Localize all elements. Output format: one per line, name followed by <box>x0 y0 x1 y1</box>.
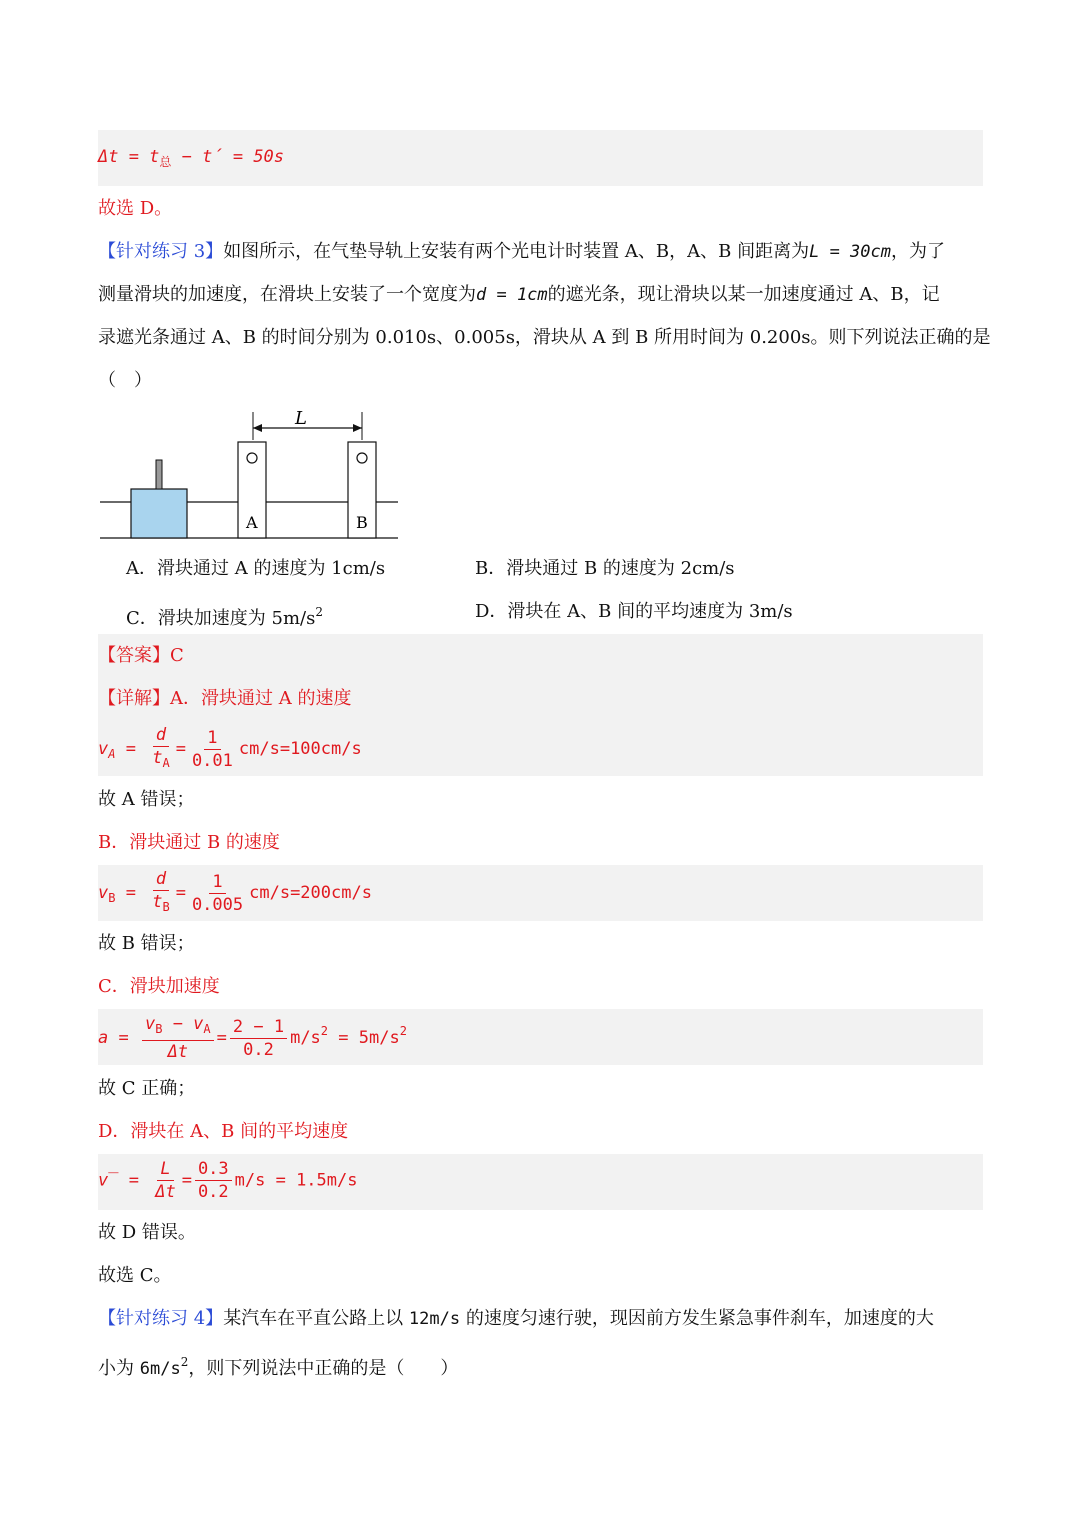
fA-frac1 <box>149 724 172 774</box>
fA-lhs: v <box>98 739 109 759</box>
fA-rest: cm/s=100cm/s <box>238 739 362 759</box>
formula-dt-sub: 总 <box>159 155 172 169</box>
fD-den1: Δt <box>155 1182 176 1202</box>
fB-den1: t <box>152 892 163 912</box>
problem3-tag: 【针对练习 3】 <box>98 241 224 262</box>
problem4-tag: 【针对练习 4】 <box>98 1308 224 1329</box>
option-A: A．滑块通过 A 的速度为 1cm/s <box>126 558 386 579</box>
fD-frac2 <box>195 1158 232 1203</box>
fA-den2: 0.01 <box>191 750 233 771</box>
problem3-line1-b: ，为了 <box>890 241 945 262</box>
wrong-D: 故 D 错误。 <box>98 1222 196 1243</box>
conclusion-c: 故选 C。 <box>98 1265 172 1286</box>
problem4-line2-sup: 2 <box>180 1355 189 1369</box>
formula-D: v̅ = $\frac{L}{\Delta t}$ = $\frac{0.3}{0.2}$ m/s = 1.5m/s <box>98 1159 358 1202</box>
wrong-A: 故 A 错误； <box>98 789 195 810</box>
fB-num1: d <box>153 868 169 891</box>
fC-num1-mid: − v <box>162 1014 204 1034</box>
problem4-line2-a: 小为 <box>98 1358 140 1379</box>
problem3-line4: （ ） <box>98 370 152 391</box>
formula-C: a = $\frac{v_B - v_A}{\Delta t}$ = $\frac{2 - 1}{0.2}$ $m/s^2 = 5m/s^2$ <box>98 1014 407 1062</box>
fB-rest: cm/s=200cm/s <box>249 883 372 903</box>
fD-frac1 <box>152 1158 178 1203</box>
fC-num2: 2 − 1 <box>230 1016 287 1039</box>
fC-num1: v <box>144 1014 156 1034</box>
problem4-line1-b: 的速度匀速行驶，现因前方发生紧急事件刹车，加速度的大 <box>460 1308 934 1329</box>
problem3-line1 <box>98 239 945 265</box>
answer-line <box>98 643 184 669</box>
fA-den1: t <box>152 748 163 768</box>
fC-rest-sup2: 2 <box>399 1024 407 1038</box>
fB-lhs-sub: B <box>108 891 116 905</box>
fC-rest1: m/s <box>290 1028 321 1048</box>
option-C-sup: 2 <box>315 605 323 619</box>
fC-den1: Δt <box>167 1042 189 1062</box>
arrow-left-icon <box>253 424 262 432</box>
fD-lhs: v̅ <box>98 1170 119 1191</box>
problem4-line2-math: 6m/s <box>139 1359 181 1379</box>
answer-tag: 【答案】 <box>98 645 170 666</box>
detail-A: A．滑块通过 A 的速度 <box>170 688 352 709</box>
problem4-line2 <box>98 1349 458 1382</box>
shading-strip <box>156 460 162 489</box>
slider-block <box>131 489 187 538</box>
detail-B: B．滑块通过 B 的速度 <box>98 832 280 853</box>
fB-den1-sub: B <box>162 900 170 914</box>
fB-frac2 <box>189 871 246 916</box>
fB-den2: 0.005 <box>191 894 244 915</box>
label-A: A <box>246 513 258 532</box>
detail-A-line <box>98 686 351 712</box>
fA-frac2 <box>189 727 236 772</box>
option-B: B．滑块通过 B 的速度为 2cm/s <box>475 558 735 579</box>
fB-num2: 1 <box>209 871 225 894</box>
formula-A: $v_A$ = $\frac{d}{t_A}$ = $\frac{1}{0.01}$ cm/s=100cm/s <box>98 724 362 774</box>
fA-num1: d <box>153 724 169 747</box>
fA-num2: 1 <box>204 727 220 750</box>
fD-num1: L <box>157 1158 173 1181</box>
answer-value: C <box>170 645 184 666</box>
fD-den2: 0.2 <box>197 1182 229 1202</box>
problem3-line2 <box>98 282 940 308</box>
label-B: B <box>356 513 368 532</box>
fA-den1-sub: A <box>162 756 170 770</box>
problem3-line2-math: d = 1cm <box>476 285 548 305</box>
fC-num1-sub1: B <box>155 1022 163 1036</box>
formula-dt-main: Δt = t <box>98 147 160 167</box>
fC-frac1 <box>142 1013 214 1063</box>
label-L: L <box>295 408 307 429</box>
formula-dt <box>98 144 284 175</box>
option-C-text: C．滑块加速度为 5m/s <box>126 608 316 629</box>
fB-lhs: v <box>98 883 109 903</box>
fC-frac2 <box>230 1016 287 1061</box>
problem4-line1 <box>98 1306 934 1332</box>
problem3-line3: 录遮光条通过 A、B 的时间分别为 0.010s、0.005s，滑块从 A 到 B 所用时间为 0.200s。则下列说法正确的是 <box>98 327 991 348</box>
detail-C: C．滑块加速度 <box>98 976 220 997</box>
option-C <box>126 599 323 632</box>
wrong-B: 故 B 错误； <box>98 933 195 954</box>
arrow-right-icon <box>353 424 362 432</box>
right-C: 故 C 正确； <box>98 1078 196 1099</box>
fC-lhs: a <box>98 1028 109 1048</box>
detail-tag: 【详解】 <box>98 688 170 709</box>
fC-rest-sup: 2 <box>320 1024 329 1038</box>
option-D: D．滑块在 A、B 间的平均速度为 3m/s <box>475 601 793 622</box>
fD-num2: 0.3 <box>195 1158 232 1181</box>
fC-den2: 0.2 <box>243 1039 274 1060</box>
problem3-line1-a: 如图所示，在气垫导轨上安装有两个光电计时装置 A、B，A、B 间距离为 <box>223 241 810 262</box>
air-track-figure <box>98 400 408 550</box>
fB-frac1 <box>149 868 172 918</box>
fC-rest2: = 5m/s <box>328 1028 400 1048</box>
fC-num1-sub2: A <box>203 1022 211 1036</box>
formula-B: $v_B$ = $\frac{d}{t_B}$ = $\frac{1}{0.005}$ cm/s=200cm/s <box>98 868 372 918</box>
conclusion-d: 故选 D。 <box>98 198 173 219</box>
problem3-line2-a: 测量滑块的加速度，在滑块上安装了一个宽度为 <box>98 284 476 305</box>
fD-rest: m/s = 1.5m/s <box>234 1170 358 1191</box>
problem4-line2-b: ，则下列说法中正确的是（ ） <box>188 1358 459 1379</box>
formula-dt-rest: − t´ = 50s <box>171 147 285 167</box>
problem3-line1-math: L = 30cm <box>809 242 891 262</box>
problem3-line2-b: 的遮光条，现让滑块以某一加速度通过 A、B，记 <box>547 284 940 305</box>
problem4-line1-a: 某汽车在平直公路上以 <box>223 1308 409 1329</box>
problem4-line1-math: 12m/s <box>408 1309 461 1329</box>
fA-lhs-sub: A <box>108 747 116 761</box>
detail-D: D．滑块在 A、B 间的平均速度 <box>98 1121 349 1142</box>
